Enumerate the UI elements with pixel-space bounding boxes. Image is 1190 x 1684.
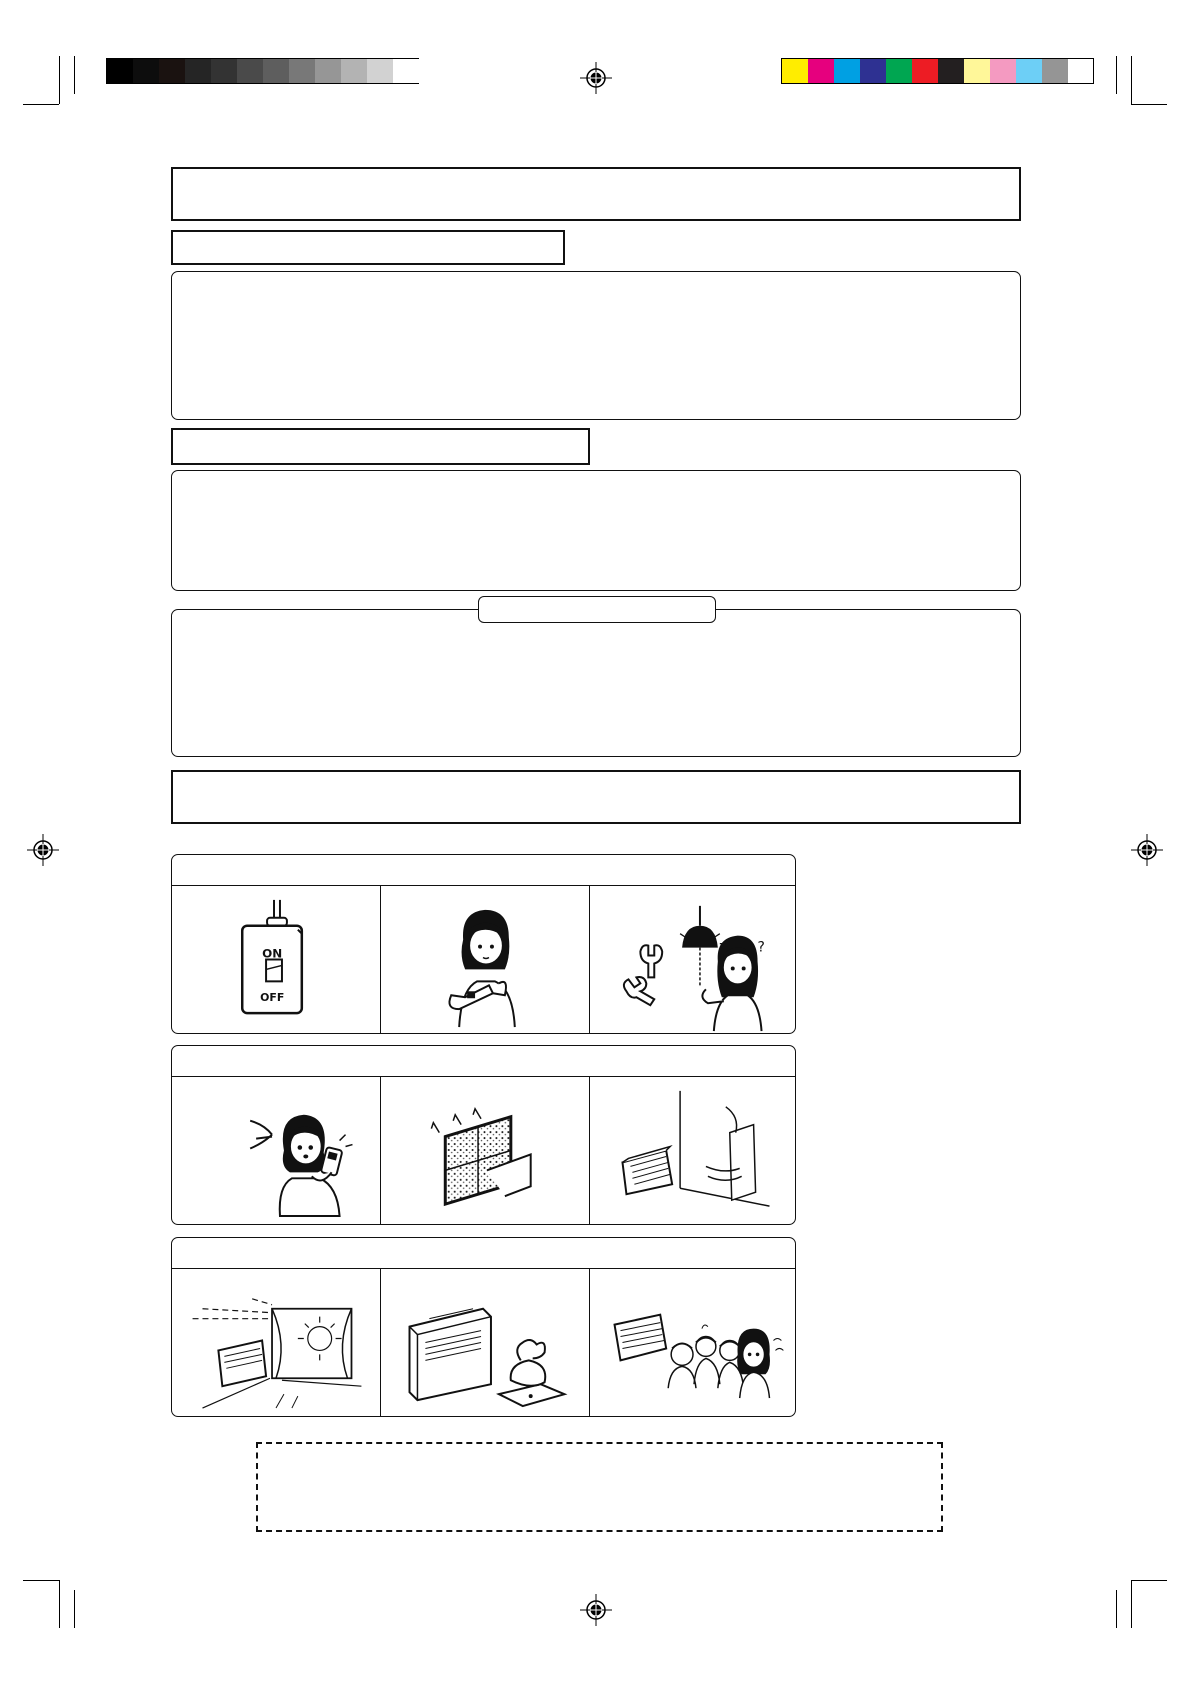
color-swatch [341, 59, 367, 83]
color-swatch [289, 59, 315, 83]
switch-on-label: ON [262, 946, 283, 961]
crop-mark [59, 56, 60, 104]
crop-mark [1131, 104, 1167, 105]
illustration-panel [171, 854, 796, 1034]
color-swatch [263, 59, 289, 83]
air-conditioner-with-crowd-icon [590, 1269, 796, 1416]
switch-off-label: OFF [260, 991, 285, 1005]
registration-mark-icon [580, 1594, 612, 1626]
color-swatch [367, 59, 393, 83]
color-swatch [107, 59, 133, 83]
title-box [171, 167, 1021, 221]
illustration-cell [381, 886, 590, 1033]
registration-mark-icon [1131, 834, 1163, 866]
crop-mark [1131, 56, 1132, 104]
color-swatch [159, 59, 185, 83]
color-swatch [912, 59, 938, 83]
crop-mark [23, 1580, 59, 1581]
color-swatch [964, 59, 990, 83]
girl-with-wrench-and-lamp-icon [590, 886, 796, 1033]
crop-mark [1131, 1580, 1132, 1628]
color-swatch [393, 59, 419, 83]
section-heading-box [171, 230, 565, 265]
color-swatch [886, 59, 912, 83]
crop-mark [59, 1580, 60, 1628]
illustration-cell [172, 1077, 381, 1224]
text-panel [171, 470, 1021, 591]
illustration-cell [381, 1077, 590, 1224]
illustration-cell [590, 1269, 796, 1416]
crop-mark [74, 1590, 75, 1628]
color-swatch [938, 59, 964, 83]
illustration-panel [171, 1045, 796, 1225]
crop-mark [74, 56, 75, 94]
illustration-panel [171, 1237, 796, 1417]
color-swatch [782, 59, 808, 83]
section-heading-box [171, 428, 590, 465]
color-swatch [133, 59, 159, 83]
color-swatch [834, 59, 860, 83]
registration-mark-icon [580, 62, 612, 94]
illustration-cell [590, 886, 796, 1033]
color-swatch [211, 59, 237, 83]
panel-header [172, 1046, 795, 1077]
svg-text:?: ? [757, 939, 765, 956]
color-swatch [1016, 59, 1042, 83]
color-swatch [990, 59, 1016, 83]
crop-mark [1116, 56, 1117, 94]
panel-header [172, 855, 795, 886]
power-switch-icon [172, 886, 380, 1033]
color-swatch [237, 59, 263, 83]
girl-with-remote-icon [172, 1077, 380, 1224]
air-conditioner-with-kettle-icon [381, 1269, 589, 1416]
panel-header [172, 1238, 795, 1269]
dashed-note-box [256, 1442, 943, 1532]
caution-label-tab [478, 596, 716, 623]
air-conditioner-near-window-icon [172, 1269, 380, 1416]
crop-mark [1131, 1580, 1167, 1581]
color-swatch [1042, 59, 1068, 83]
caution-panel [171, 609, 1021, 757]
color-swatch [808, 59, 834, 83]
illustration-cell [172, 1269, 381, 1416]
registration-mark-icon [27, 834, 59, 866]
color-swatch [315, 59, 341, 83]
text-panel [171, 271, 1021, 420]
air-conditioner-near-door-icon [590, 1077, 796, 1224]
dirty-air-filter-icon [381, 1077, 589, 1224]
color-swatch [860, 59, 886, 83]
crop-mark [23, 104, 59, 105]
notice-box [171, 770, 1021, 824]
illustration-cell [590, 1077, 796, 1224]
girl-checking-watch-icon [381, 886, 589, 1033]
crop-mark [1116, 1590, 1117, 1628]
illustration-cell [172, 886, 381, 1033]
illustration-cell [381, 1269, 590, 1416]
color-swatch [185, 59, 211, 83]
